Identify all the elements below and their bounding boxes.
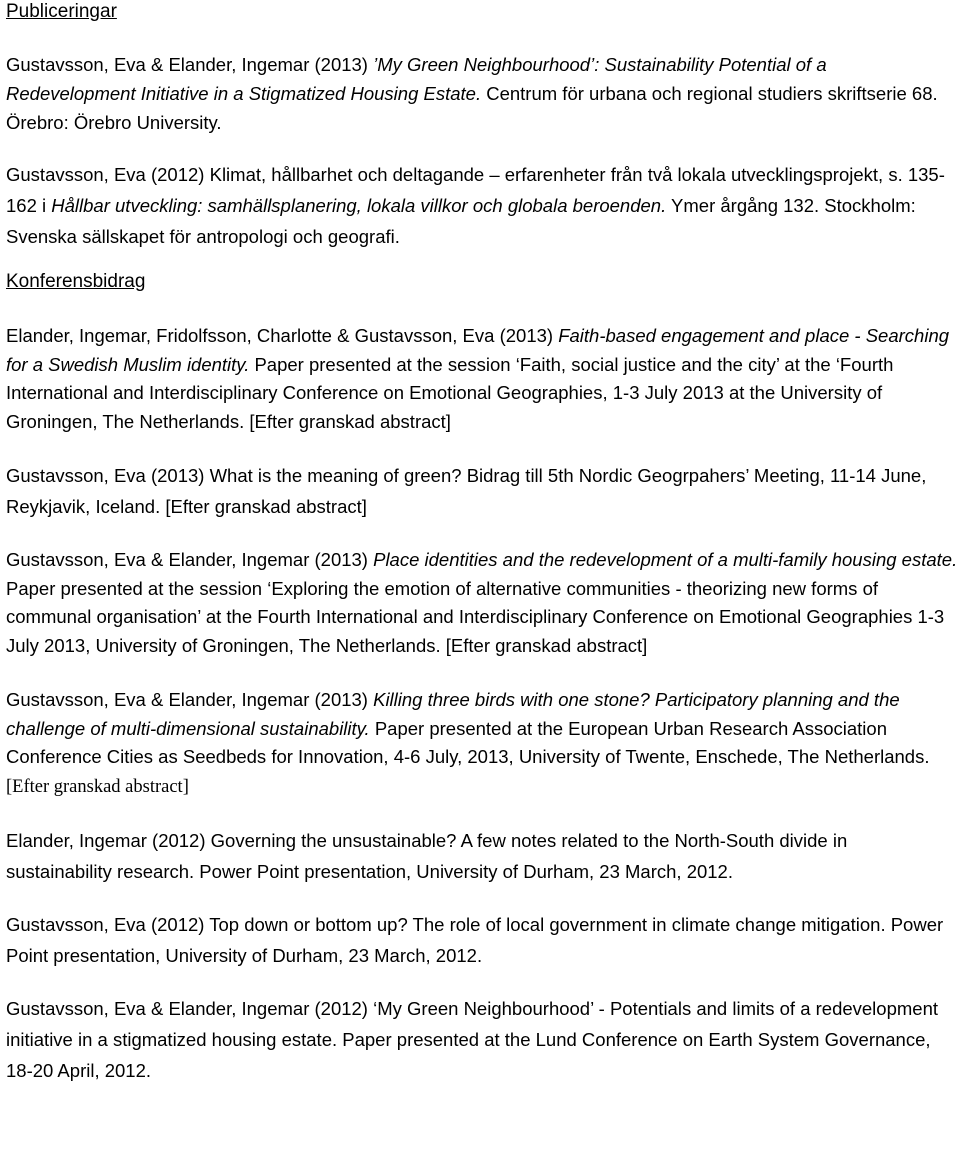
entry-details: Paper presented at the session ‘Exploring the emotion of alternative communities - theorizing new forms of communal organisation’ at the Fourth International and Interdisciplinary Conference on Emotional Geographies 1-3 July 2013, University of Groningen, The Netherlands. [Efter granskad abstract]: [6, 577, 945, 656]
conferences-heading[interactable]: Konferensbidrag: [6, 271, 146, 292]
entry-details: Ymer årgång 132. Stockholm: Svenska sällskapet för antropologi och geografi.: [6, 195, 916, 247]
conference-entry: [6, 546, 958, 660]
entry-text: Gustavsson, Eva (2012) Top down or bottom up? The role of local government in climate change mitigation. Power Point presentation, University of Durham, 23 March, 2012.: [6, 914, 944, 966]
entry-authors: Gustavsson, Eva & Elander, Ingemar (2013): [6, 689, 374, 710]
entry-details: Paper presented at the session ‘Faith, social justice and the city’ at the ‘Fourth International and Interdisciplinary Conference on Emotional Geographies, 1-3 July 2013 at the University of Groningen, The Netherlands. [Efter granskad abstract]: [6, 353, 894, 432]
conference-entry: [6, 322, 958, 436]
entry-authors: Gustavsson, Eva & Elander, Ingemar (2013): [6, 54, 374, 75]
conference-entry: [6, 460, 958, 522]
entry-details: Centrum för urbana och regional studiers skriftserie 68. Örebro: Örebro University.: [6, 83, 938, 133]
entry-authors: Gustavsson, Eva & Elander, Ingemar (2013): [6, 549, 374, 570]
entry-authors: Elander, Ingemar, Fridolfsson, Charlotte & Gustavsson, Eva (2013): [6, 325, 559, 346]
conference-entry: [6, 825, 958, 887]
entry-review-note: [Efter granskad abstract]: [6, 776, 189, 797]
publication-entry: [6, 50, 958, 137]
conference-entry: [6, 993, 958, 1086]
publications-heading[interactable]: Publiceringar: [6, 1, 117, 22]
conference-entry: [6, 686, 958, 801]
entry-title: Faith-based engagement and place - Searching for a Swedish Muslim identity.: [6, 325, 950, 375]
entry-title: Hållbar utveckling: samhällsplanering, lokala villkor och globala beroenden.: [51, 195, 667, 216]
entry-details: Paper presented at the European Urban Research Association Conference Cities as Seedbeds for Innovation, 4-6 July, 2013, University of Twente, Enschede, The Netherlands.: [6, 717, 930, 767]
entry-title: Killing three birds with one stone? Participatory planning and the challenge of multi-dimensional sustainability.: [6, 689, 900, 739]
entry-title: ’My Green Neighbourhood’: Sustainability Potential of a Redevelopment Initiative in a Stigmatized Housing Estate.: [6, 54, 827, 104]
entry-authors: Gustavsson, Eva (2012) Klimat, hållbarhet och deltagande – erfarenheter från två lokala utvecklingsprojekt, s. 135-162 i: [6, 164, 945, 216]
entry-text: Elander, Ingemar (2012) Governing the unsustainable? A few notes related to the North-South divide in sustainability research. Power Point presentation, University of Durham, 23 March, 2012.: [6, 830, 848, 882]
entry-text: Gustavsson, Eva (2013) What is the meaning of green? Bidrag till 5th Nordic Geogrpahers’ Meeting, 11-14 June, Reykjavik, Iceland. [Efter granskad abstract]: [6, 465, 927, 517]
publication-entry: [6, 159, 958, 252]
document-page: [6, 0, 958, 1086]
conference-entry: [6, 909, 958, 971]
entry-text: Gustavsson, Eva & Elander, Ingemar (2012) ‘My Green Neighbourhood’ - Potentials and limits of a redevelopment initiative in a stigmatized housing estate. Paper presented at the Lund Conference on Earth System Governance, 18-20 April, 2012.: [6, 998, 939, 1081]
entry-title: Place identities and the redevelopment of a multi-family housing estate.: [373, 549, 958, 570]
